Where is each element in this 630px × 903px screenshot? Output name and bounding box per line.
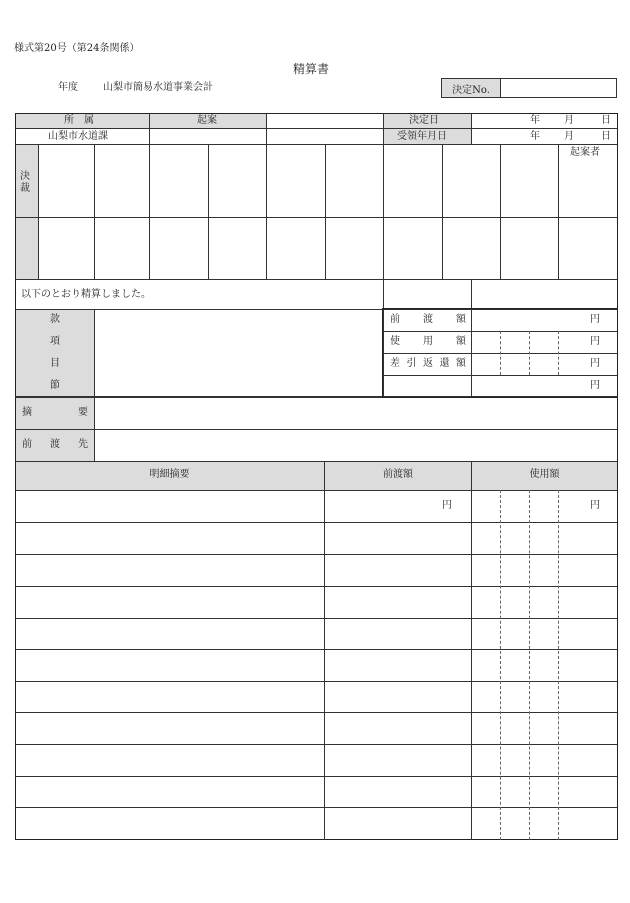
fiscal-year-label: 年度 [58, 82, 78, 93]
decision-day: 日 [601, 115, 611, 126]
kou-label: 項 [50, 336, 60, 347]
advance-amount-yen: 円 [590, 314, 600, 325]
receipt-date-label: 受領年月日 [397, 131, 447, 142]
refund-amount-label: 差引返還額 [390, 358, 466, 369]
decision-date-label: 決定日 [409, 115, 439, 126]
department: 山梨市水道課 [48, 131, 108, 142]
page-title: 精算書 [293, 62, 330, 76]
used-amount-label: 使 用 額 [390, 336, 466, 347]
kan-label: 款 [50, 314, 60, 325]
kessai-label: 決裁 [20, 171, 30, 194]
decision-no-label [441, 78, 501, 98]
settlement-statement: 以下のとおり精算しました。 [21, 289, 151, 300]
used-amount-yen: 円 [590, 336, 600, 347]
decision-month: 月 [564, 115, 574, 126]
receipt-month: 月 [564, 131, 574, 142]
receipt-year: 年 [530, 131, 540, 142]
advance-amount-label: 前 渡 額 [390, 314, 466, 325]
decision-no-input[interactable] [500, 78, 617, 98]
advance-yen-unit: 円 [442, 500, 452, 511]
tekiyo-label: 摘 要 [22, 407, 88, 418]
kiansha-label: 起案者 [570, 147, 600, 158]
account-name: 山梨市簡易水道事業会計 [103, 82, 213, 93]
setsu-label: 節 [50, 380, 60, 391]
kian-label: 起案 [197, 115, 217, 126]
decision-no-label-text: 決定No. [452, 84, 490, 96]
decision-year: 年 [530, 115, 540, 126]
refund-amount-yen: 円 [590, 358, 600, 369]
extra-amount-yen: 円 [590, 380, 600, 391]
recipient-label: 前渡先 [22, 439, 88, 450]
receipt-day: 日 [601, 131, 611, 142]
shozoku-label: 所 属 [64, 115, 94, 126]
advance-column-header: 前渡額 [383, 469, 413, 480]
detail-summary-header: 明細摘要 [149, 469, 190, 480]
moku-label: 目 [50, 358, 60, 369]
form-number: 様式第20号（第24条関係） [14, 43, 140, 54]
used-yen-unit: 円 [590, 500, 600, 511]
used-column-header: 使用額 [529, 469, 560, 480]
